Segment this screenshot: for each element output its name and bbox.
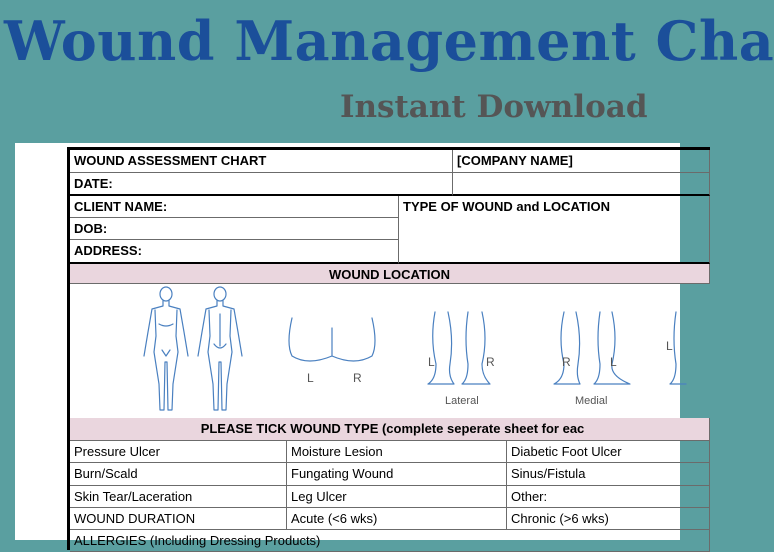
allergies-label: ALLERGIES (Including Dressing Products) xyxy=(70,530,710,552)
client-name-label: CLIENT NAME: xyxy=(70,196,399,218)
wound-type-burn-scald[interactable]: Burn/Scald xyxy=(70,463,287,486)
chart-paper xyxy=(15,143,680,548)
wound-type-fungating-wound[interactable]: Fungating Wound xyxy=(287,463,507,486)
wound-type-diabetic-foot-ulcer[interactable]: Diabetic Foot Ulcer xyxy=(507,441,710,463)
tick-wound-type-header: PLEASE TICK WOUND TYPE (complete seperate sheet for eac xyxy=(70,418,710,441)
duration-chronic[interactable]: Chronic (>6 wks) xyxy=(507,508,710,530)
legs-lateral-figure xyxy=(428,312,490,384)
buttocks-right-label: R xyxy=(353,371,362,385)
wound-type-sinus-fistula[interactable]: Sinus/Fistula xyxy=(507,463,710,486)
buttocks-figure xyxy=(289,318,375,361)
banner-subtitle: Instant Download xyxy=(340,89,648,125)
lateral-left-label: L xyxy=(428,355,435,369)
wound-assessment-chart xyxy=(67,147,710,550)
date-field[interactable] xyxy=(453,173,710,196)
medial-caption: Medial xyxy=(575,395,608,407)
buttocks-left-label: L xyxy=(307,371,314,385)
wound-type-other[interactable]: Other: xyxy=(507,486,710,508)
lateral-caption: Lateral xyxy=(445,395,479,407)
wound-location-header: WOUND LOCATION xyxy=(70,264,710,284)
wound-type-moisture-lesion[interactable]: Moisture Lesion xyxy=(287,441,507,463)
duration-acute[interactable]: Acute (<6 wks) xyxy=(287,508,507,530)
dob-label: DOB: xyxy=(70,218,399,240)
lateral-right-label: R xyxy=(486,355,495,369)
medial-left-label: R xyxy=(562,355,571,369)
date-label: DATE: xyxy=(70,173,453,196)
legs-medial-figure xyxy=(554,312,630,384)
chart-title: WOUND ASSESSMENT CHART xyxy=(70,150,453,173)
body-front-figure xyxy=(144,287,188,410)
wound-duration-label: WOUND DURATION xyxy=(70,508,287,530)
banner-title: Wound Management Cha xyxy=(4,9,774,73)
wound-type-pressure-ulcer[interactable]: Pressure Ulcer xyxy=(70,441,287,463)
medial-right-label: L xyxy=(610,355,617,369)
company-name: [COMPANY NAME] xyxy=(453,150,710,173)
type-location-label: TYPE OF WOUND and LOCATION xyxy=(399,196,710,264)
body-figures[interactable] xyxy=(70,284,710,420)
partial-left-label: L xyxy=(666,339,673,353)
wound-type-leg-ulcer[interactable]: Leg Ulcer xyxy=(287,486,507,508)
address-label: ADDRESS: xyxy=(70,240,399,264)
body-back-figure xyxy=(198,287,242,410)
wound-type-skin-tear[interactable]: Skin Tear/Laceration xyxy=(70,486,287,508)
